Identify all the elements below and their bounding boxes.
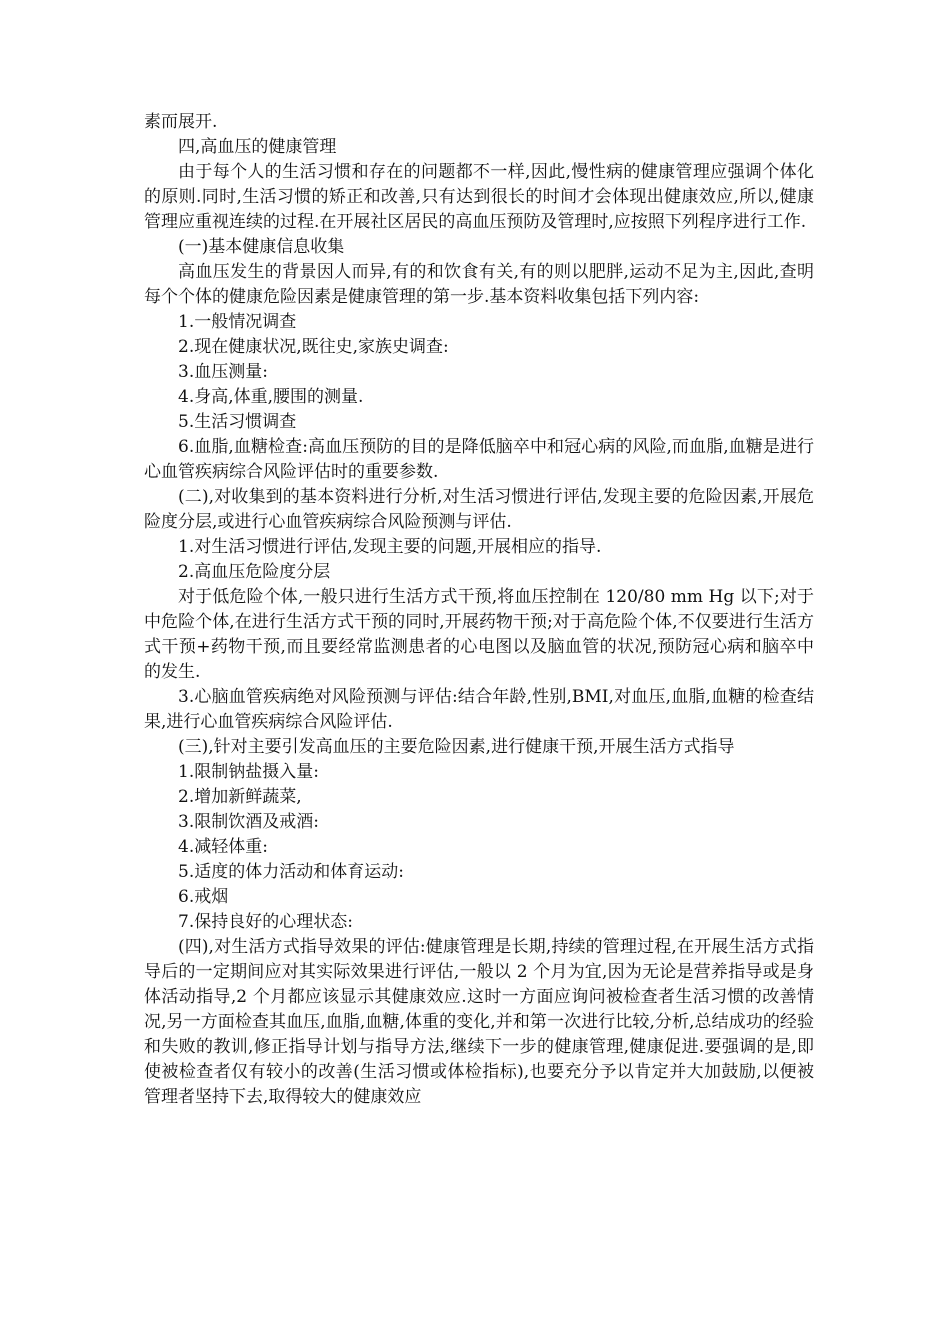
list-item: 6.戒烟: [178, 887, 229, 907]
paragraph-risk-levels: 对于低危险个体,一般只进行生活方式干预,将血压控制在 120/80 mm Hg 以下;对于中危险个体,在进行生活方式干预的同时,开展药物干预;对于高危险个体,不仅要进行生活方式干预+药物干预,而且要经常监测患者的心电图以及脑血管的状况,预防冠心病和脑卒中的发生.: [144, 587, 814, 682]
section-heading-hypertension-management: 四,高血压的健康管理: [178, 137, 337, 157]
subheading-info-collection: (一)基本健康信息收集: [178, 237, 345, 257]
list-item: 2.高血压危险度分层: [178, 562, 331, 582]
list-item: 1.限制钠盐摄入量:: [178, 762, 319, 782]
list-item: 7.保持良好的心理状态:: [178, 912, 353, 932]
paragraph-background: 高血压发生的背景因人而异,有的和饮食有关,有的则以肥胖,运动不足为主,因此,查明每个个体的健康危险因素是健康管理的第一步.基本资料收集包括下列内容:: [144, 262, 814, 307]
list-item: 2.现在健康状况,既往史,家族史调查:: [178, 337, 449, 357]
list-item-lipid-glucose: 6.血脂,血糖检查:高血压预防的目的是降低脑卒中和冠心病的风险,而血脂,血糖是进行心血管疾病综合风险评估时的重要参数.: [144, 437, 814, 482]
list-item: 5.生活习惯调查: [178, 412, 297, 432]
list-item-risk-assessment: 3.心脑血管疾病绝对风险预测与评估:结合年龄,性别,BMI,对血压,血脂,血糖的检查结果,进行心血管疾病综合风险评估.: [144, 687, 814, 732]
paragraph-intro: 由于每个人的生活习惯和存在的问题都不一样,因此,慢性病的健康管理应强调个体化的原则.同时,生活习惯的矫正和改善,只有达到很长的时间才会体现出健康效应,所以,健康管理应重视连续的过程.在开展社区居民的高血压预防及管理时,应按照下列程序进行工作.: [144, 162, 814, 232]
list-item: 5.适度的体力活动和体育运动:: [178, 862, 404, 882]
list-item: 3.血压测量:: [178, 362, 268, 382]
list-item: 4.身高,体重,腰围的测量.: [178, 387, 364, 407]
list-item: 3.限制饮酒及戒酒:: [178, 812, 319, 832]
list-item: 2.增加新鲜蔬菜,: [178, 787, 302, 807]
list-item: 4.减轻体重:: [178, 837, 268, 857]
subheading-intervention: (三),针对主要引发高血压的主要危险因素,进行健康干预,开展生活方式指导: [178, 737, 735, 757]
paragraph-evaluation: (四),对生活方式指导效果的评估:健康管理是长期,持续的管理过程,在开展生活方式指导后的一定期间应对其实际效果进行评估,一般以 2 个月为宜,因为无论是营养指导或是身体活动指导,2 个月都应该显示其健康效应.这时一方面应询问被检查者生活习惯的改善情况,另一方面检查其血压,血脂,血糖,体重的变化,并和第一次进行比较,分析,总结成功的经验和失败的教训,修正指导计划与指导方法,继续下一步的健康管理,健康促进.要强调的是,即使被检查者仅有较小的改善(生活习惯或体检指标),也要充分予以肯定并大加鼓励,以便被管理者坚持下去,取得较大的健康效应: [144, 937, 814, 1107]
list-item: 1.一般情况调查: [178, 312, 297, 332]
paragraph-continuation: 素而展开.: [144, 112, 218, 132]
document-page: [144, 110, 814, 1110]
subheading-analysis: (二),对收集到的基本资料进行分析,对生活习惯进行评估,发现主要的危险因素,开展危险度分层,或进行心血管疾病综合风险预测与评估.: [144, 487, 814, 532]
list-item: 1.对生活习惯进行评估,发现主要的问题,开展相应的指导.: [178, 537, 602, 557]
